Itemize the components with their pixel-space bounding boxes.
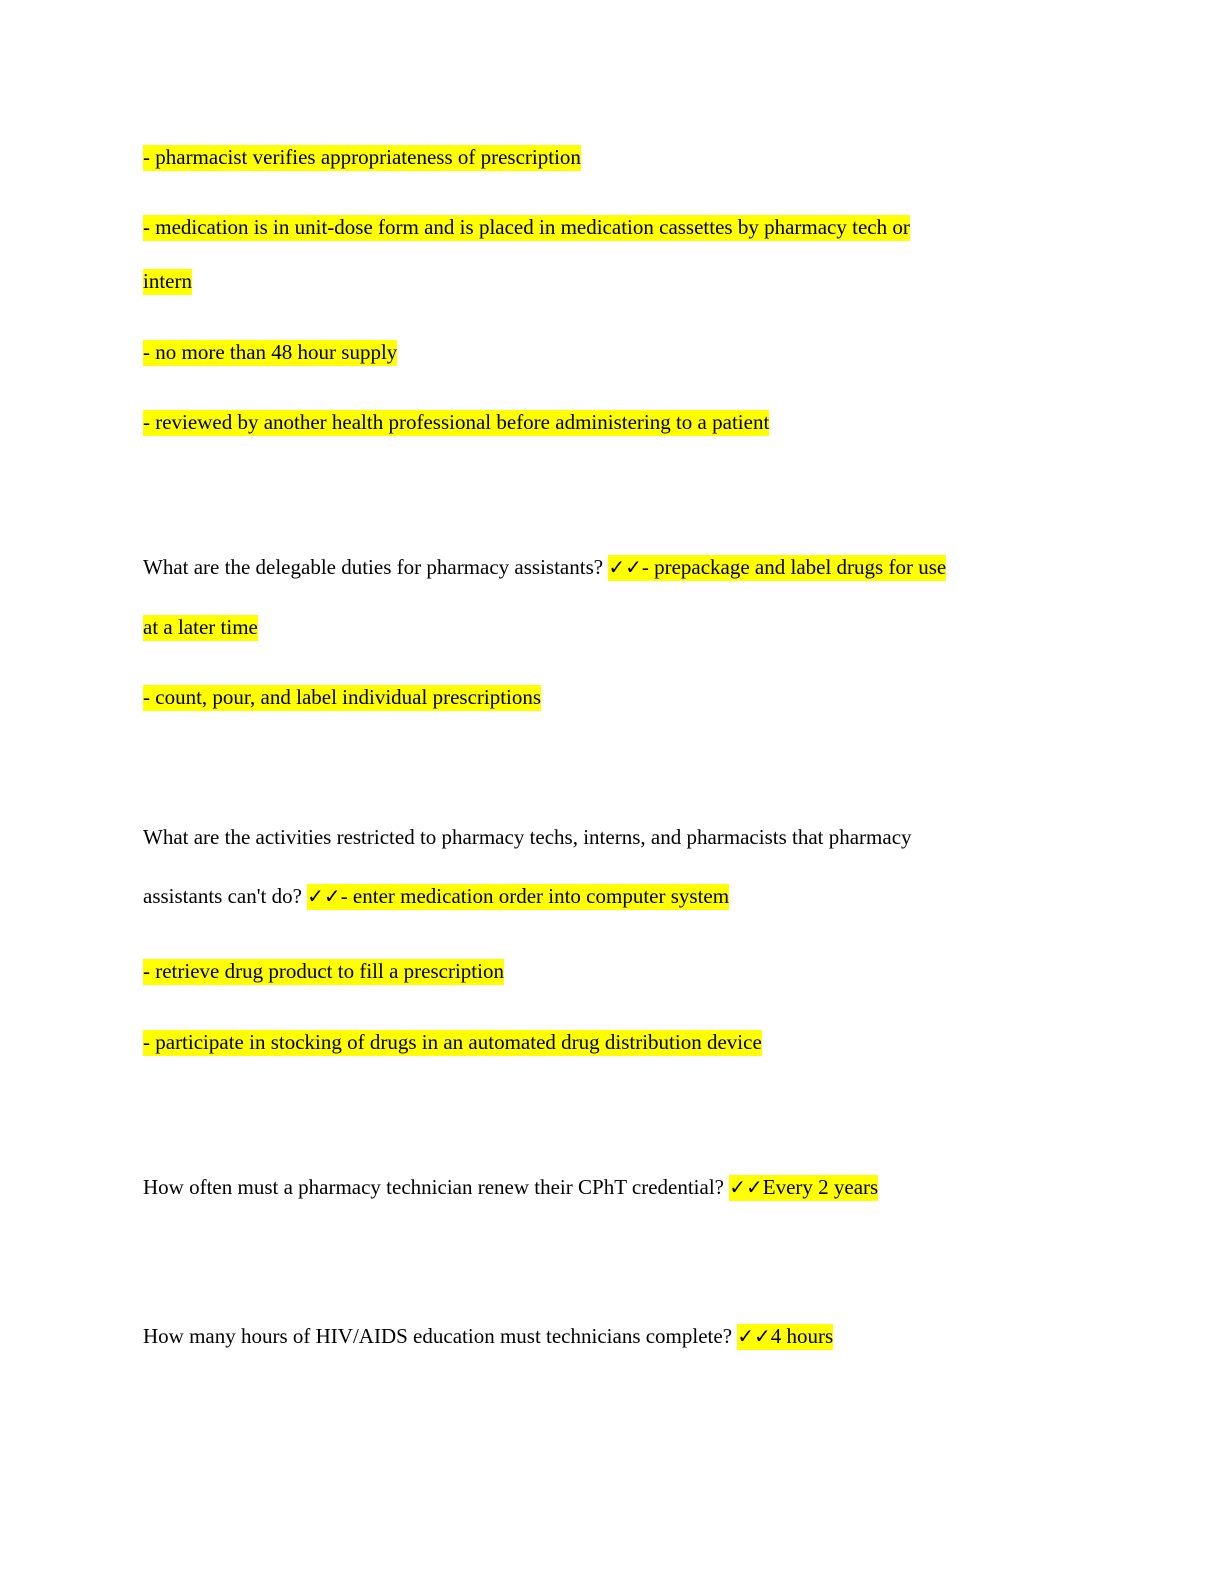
question-text: What are the delegable duties for pharmacy assistants? xyxy=(143,555,609,579)
question-line xyxy=(143,1321,833,1351)
list-item xyxy=(143,337,397,367)
answer-line xyxy=(143,682,541,712)
highlighted-text: - medication is in unit-dose form and is placed in medication cassettes by pharmacy tech or xyxy=(143,215,910,239)
highlighted-text: - pharmacist verifies appropriateness of prescription xyxy=(143,145,581,169)
question-text: How many hours of HIV/AIDS education must technicians complete? xyxy=(143,1324,738,1348)
answer-text: - prepackage and label drugs for use xyxy=(641,555,947,579)
question-line xyxy=(143,1172,878,1202)
highlighted-text: - no more than 48 hour supply xyxy=(143,340,398,364)
highlighted-text: - retrieve drug product to fill a prescription xyxy=(143,959,504,983)
answer-line xyxy=(143,1027,762,1057)
question-line xyxy=(143,552,946,582)
check-mark-icon: ✓✓ xyxy=(608,555,642,579)
answer-text: 4 hours xyxy=(770,1324,834,1348)
answer-highlight xyxy=(729,1175,878,1201)
answer-highlight xyxy=(737,1324,833,1350)
highlighted-text: intern xyxy=(143,269,192,293)
highlighted-text: - participate in stocking of drugs in an automated drug distribution device xyxy=(143,1030,762,1054)
highlighted-text: at a later time xyxy=(143,615,258,639)
list-item-continuation xyxy=(143,266,192,296)
answer-line xyxy=(143,612,258,642)
check-mark-icon: ✓✓ xyxy=(737,1324,771,1348)
question-line xyxy=(143,881,729,911)
answer-text: - enter medication order into computer system xyxy=(340,884,730,908)
check-mark-icon: ✓✓ xyxy=(307,884,341,908)
list-item xyxy=(143,212,910,242)
highlighted-text: - reviewed by another health professional before administering to a patient xyxy=(143,410,770,434)
answer-line xyxy=(143,956,504,986)
question-text: assistants can't do? xyxy=(143,884,308,908)
highlighted-text: - count, pour, and label individual prescriptions xyxy=(143,685,542,709)
answer-highlight xyxy=(608,555,946,581)
answer-text: Every 2 years xyxy=(762,1175,879,1199)
question-text: What are the activities restricted to pharmacy techs, interns, and pharmacists that pharmacy xyxy=(143,825,912,849)
check-mark-icon: ✓✓ xyxy=(729,1175,763,1199)
list-item xyxy=(143,407,769,437)
question-line xyxy=(143,822,912,852)
list-item xyxy=(143,142,581,172)
answer-highlight xyxy=(307,884,729,910)
question-text: How often must a pharmacy technician renew their CPhT credential? xyxy=(143,1175,730,1199)
